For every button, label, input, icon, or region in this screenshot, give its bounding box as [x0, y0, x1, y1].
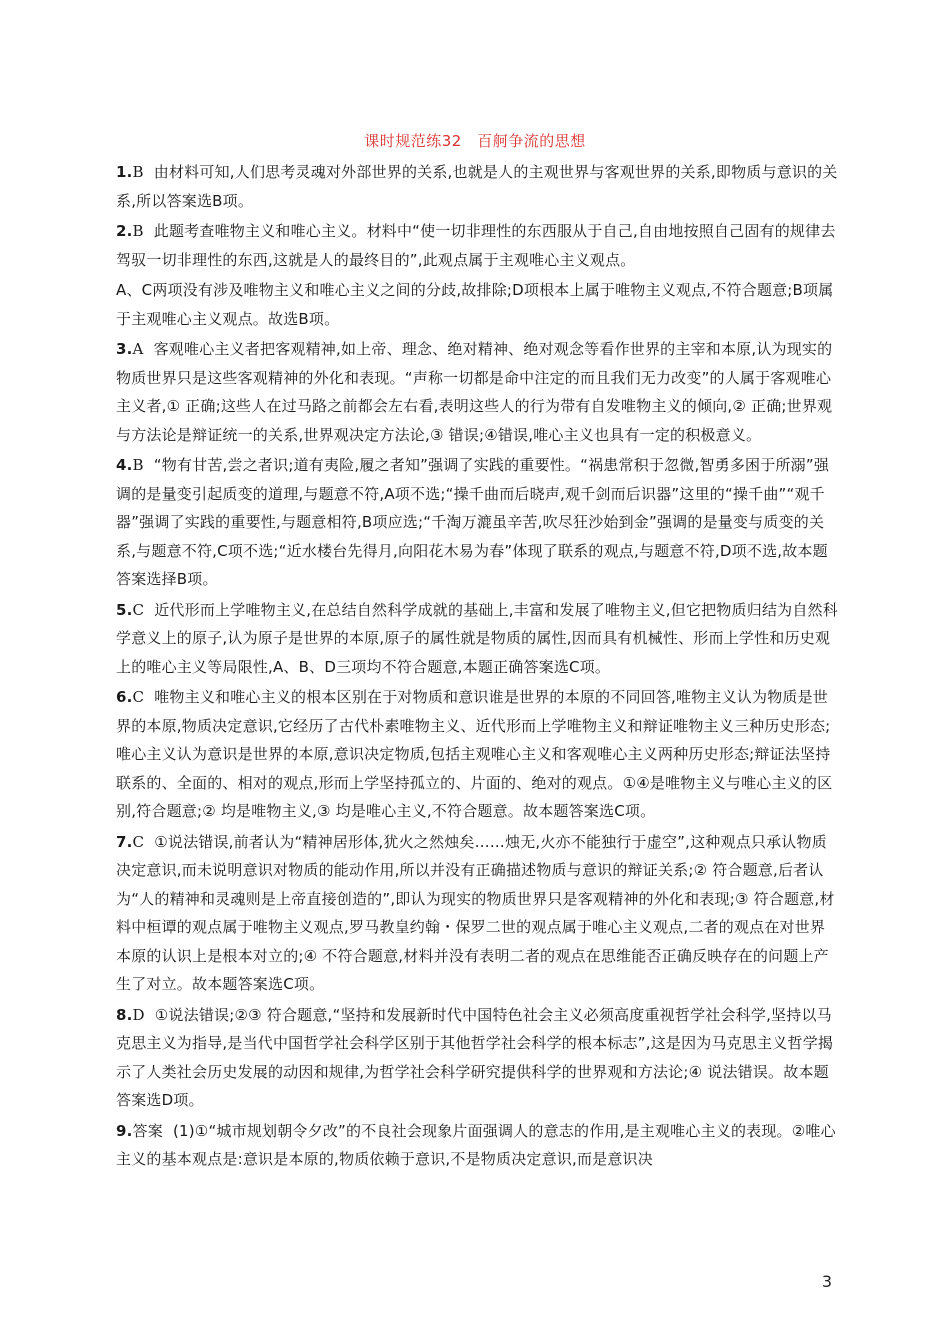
item-number: 2. [116, 222, 133, 240]
item-number: 5. [116, 600, 133, 619]
item-number: 1. [116, 163, 133, 181]
item-text: 客观唯心主义者把客观精神,如上帝、理念、绝对精神、绝对观念等看作世界的主宰和本原,认为现实的物质世界只是这些客观精神的外化和表现。“声称一切都是命中注定的而且我们无力改变”的人属于客观唯心主义者,① 正确;这些人在过马路之前都会左右看,表明这些人的行为带有自发唯物主义的倾向,② 正确;世界观与方法论是辩证统一的关系,世界观决定方法论,③ 错误;④错误,唯心主义也具有一定的积极意义。 [116, 340, 833, 444]
item-text: (1)①“城市规划朝令夕改”的不良社会现象片面强调人的意志的作用,是主观唯心主义的表现。②唯心主义的基本观点是:意识是本原的,物质依赖于意识,不是物质决定意识,而是意识决 [116, 1121, 836, 1168]
item-text: 近代形而上学唯物主义,在总结自然科学成就的基础上,丰富和发展了唯物主义,但它把物质归结为自然科学意义上的原子,认为原子是世界的本原,原子的属性就是物质的属性,因而具有机械性、形而上学性和历史观上的唯心主义等局限性,A、B、D三项均不符合题意,本题正确答案选C项。 [116, 600, 838, 676]
list-item [116, 1117, 838, 1174]
item-answer: A [132, 340, 144, 358]
page-title: 课时规范练32 百舸争流的思想 [364, 132, 586, 150]
list-item [116, 596, 838, 682]
item-text: “物有甘苦,尝之者识;道有夷险,履之者知”强调了实践的重要性。“祸患常积于忽微,智勇多困于所溺”强调的是量变引起质变的道理,与题意不符,A项不选;“操千曲而后晓声,观千剑而后识器”这里的“操千曲”“观千器”强调了实践的重要性,与题意相符,B项应选;“千淘万漉虽辛苦,吹尽狂沙始到金”强调的是量变与质变的关系,与题意不符,C项不选;“近水楼台先得月,向阳花木易为春”体现了联系的观点,与题意不符,D项不选,故本题答案选择B项。 [116, 456, 830, 588]
list-item [116, 1001, 838, 1115]
item-answer: 答案 [132, 1121, 163, 1140]
item-answer: C [132, 600, 145, 619]
item-text: 此题考查唯物主义和唯心主义。材料中“使一切非理性的东西服从于自己,自由地按照自己固有的规律去驾驭一切非理性的东西,这就是人的最终目的”,此观点属于主观唯心主义观点。 [116, 222, 836, 269]
item-number: 8. [116, 1005, 133, 1024]
item-number: 3. [116, 340, 133, 358]
item-text: A、C两项没有涉及唯物主义和唯心主义之间的分歧,故排除;D项根本上属于唯物主义观点,不符合题意;B项属于主观唯心主义观点。故选B项。 [116, 281, 834, 328]
list-item [116, 158, 838, 215]
item-number: 6. [116, 688, 133, 706]
item-answer: B [132, 222, 144, 240]
item-answer: C [132, 688, 145, 706]
list-item [116, 828, 838, 999]
item-text: 由材料可知,人们思考灵魂对外部世界的关系,也就是人的主观世界与客观世界的关系,即物质与意识的关系,所以答案选B项。 [116, 163, 838, 210]
item-answer: B [132, 456, 144, 474]
item-number: 9. [116, 1121, 133, 1140]
list-item [116, 276, 838, 333]
item-number: 7. [116, 832, 133, 851]
page-number: 3 [821, 1272, 832, 1291]
item-answer: B [132, 163, 144, 181]
answer-list [116, 158, 838, 1174]
list-item [116, 451, 838, 594]
item-number: 4. [116, 456, 133, 474]
item-text: ①说法错误;②③ 符合题意,“坚持和发展新时代中国特色社会主义必须高度重视哲学社会科学,坚持以马克思主义为指导,是当代中国哲学社会科学区别于其他哲学社会科学的根本标志”,这是因为马克思主义哲学揭示了人类社会历史发展的动因和规律,为哲学社会科学研究提供科学的世界观和方法论;④ 说法错误。故本题答案选D项。 [116, 1005, 834, 1109]
list-item [116, 683, 838, 826]
item-text: 唯物主义和唯心主义的根本区别在于对物质和意识谁是世界的本原的不同回答,唯物主义认为物质是世界的本原,物质决定意识,它经历了古代朴素唯物主义、近代形而上学唯物主义和辩证唯物主义三种历史形态;唯心主义认为意识是世界的本原,意识决定物质,包括主观唯心主义和客观唯心主义两种历史形态;辩证法坚持联系的、全面的、相对的观点,形而上学坚持孤立的、片面的、绝对的观点。①④是唯物主义与唯心主义的区别,符合题意;② 均是唯物主义,③ 均是唯心主义,不符合题意。故本题答案选C项。 [116, 688, 833, 820]
list-item [116, 335, 838, 449]
item-answer: D [132, 1005, 145, 1024]
item-answer: C [132, 832, 145, 851]
item-text: ①说法错误,前者认为“精神居形体,犹火之然烛矣……烛无,火亦不能独行于虚空”,这种观点只承认物质决定意识,而未说明意识对物质的能动作用,所以并没有正确描述物质与意识的辩证关系;② 符合题意,后者认为“人的精神和灵魂则是上帝直接创造的”,即认为现实的物质世界只是客观精神的外化和表现;③ 符合题意,材料中桓谭的观点属于唯物主义观点,罗马教皇约翰・保罗二世的观点属于唯心主义观点,二者的观点在对世界本原的认识上是根本对立的;④ 不符合题意,材料并没有表明二者的观点在思维能否正确反映存在的问题上产生了对立。故本题答案选C项。 [116, 832, 835, 993]
list-item [116, 217, 838, 274]
